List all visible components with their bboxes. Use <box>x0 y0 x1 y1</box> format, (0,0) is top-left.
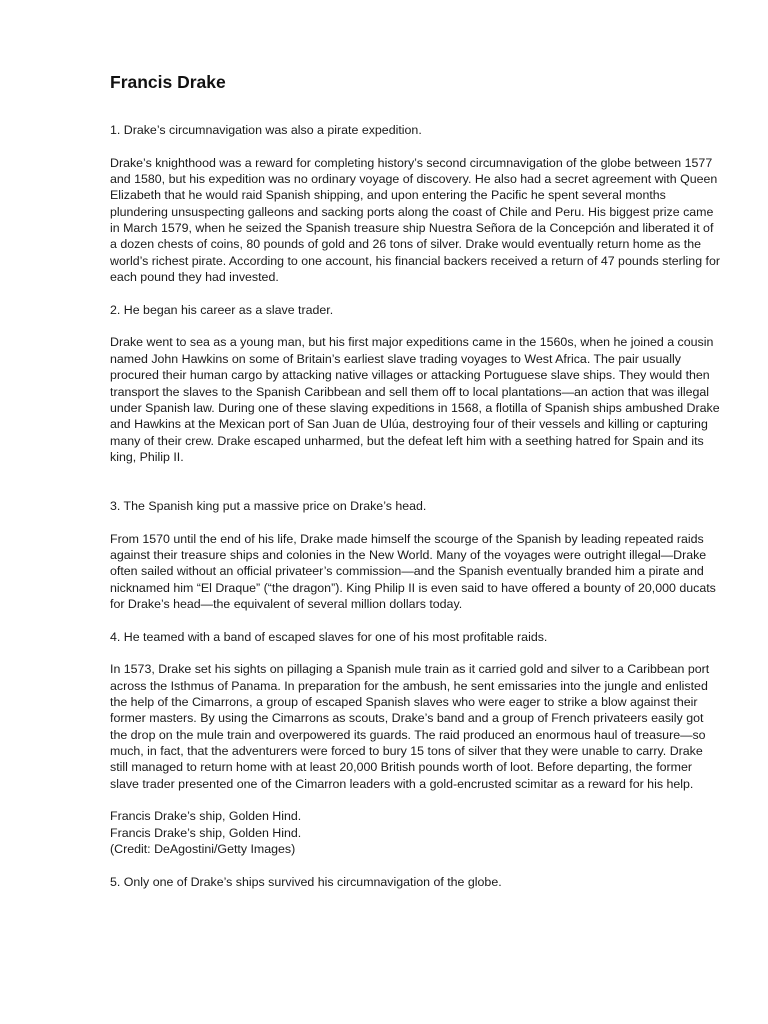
section-3-heading: 3. The Spanish king put a massive price on Drake’s head. <box>110 498 427 513</box>
document-page <box>110 72 720 890</box>
spacer <box>110 857 720 873</box>
section-3-body: From 1570 until the end of his life, Drake made himself the scourge of the Spanish by leading repeated raids against their treasure ships and colonies in the New World. Many of the voyages were outright illegal—Drake often sailed without an official privateer’s commission—and the Spanish eventually branded him a pirate and nicknamed him “El Draque” (“the dragon”). King Philip II is even said to have offered a bounty of 20,000 ducats for Drake’s head—the equivalent of several million dollars today. <box>110 531 716 611</box>
section-1-heading: 1. Drake’s circumnavigation was also a pirate expedition. <box>110 123 422 137</box>
section-4-heading: 4. He teamed with a band of escaped slaves for one of his most profitable raids. <box>110 629 548 644</box>
spacer <box>110 318 720 334</box>
document-title: Francis Drake <box>110 72 226 92</box>
image-caption-line-1: Francis Drake’s ship, Golden Hind. <box>110 809 302 824</box>
spacer <box>110 514 720 530</box>
spacer <box>110 792 720 808</box>
spacer <box>110 138 720 154</box>
section-2-body: Drake went to sea as a young man, but his first major expeditions came in the 1560s, when he joined a cousin named John Hawkins on some of Britain’s earliest slave trading voyages to West Africa. The pair usually procured their human cargo by attacking native villages or attacking Portuguese slave ships. They would then transport the slaves to the Spanish Caribbean and sell them off to local plantations—an action that was illegal under Spanish law. During one of these slaving expeditions in 1568, a flotilla of Spanish ships ambushed Drake and Hawkins at the Mexican port of San Juan de Ulúa, destroying four of their vessels and killing or capturing many of their crew. Drake escaped unharmed, but the defeat left him with a seething hatred for Spain and its king, Philip II. <box>110 335 720 464</box>
spacer <box>110 645 720 661</box>
section-4-body: In 1573, Drake set his sights on pillaging a Spanish mule train as it carried gold and silver to a Caribbean port across the Isthmus of Panama. In preparation for the ambush, he sent emissaries into the jungle and enlisted the help of the Cimarrons, a group of escaped Spanish slaves who were eager to strike a blow against their former masters. By using the Cimarrons as scouts, Drake’s band and a group of French privateers easily got the drop on the mule train and overpowered its guards. The raid produced an enormous haul of treasure—so much, in fact, that the adventurers were forced to bury 15 tons of silver that they were unable to carry. Drake still managed to return home with at least 20,000 British pounds worth of loot. Before departing, the former slave trader presented one of the Cimarron leaders with a gold-encrusted scimitar as a reward for his help. <box>110 662 710 791</box>
spacer <box>110 612 720 628</box>
section-5-heading: 5. Only one of Drake’s ships survived his circumnavigation of the globe. <box>110 874 502 889</box>
section-2-heading: 2. He began his career as a slave trader. <box>110 302 334 317</box>
image-credit: (Credit: DeAgostini/Getty Images) <box>110 842 296 857</box>
spacer <box>110 285 720 301</box>
section-1-body: Drake’s knighthood was a reward for completing history’s second circumnavigation of the globe between 1577 and 1580, but his expedition was no ordinary voyage of discovery. He also had a secret agreement with Queen Elizabeth that he would raid Spanish shipping, and upon entering the Pacific he spent several months plundering unsuspecting galleons and sacking ports along the coast of Chile and Peru. His biggest prize came in March 1579, when he seized the Spanish treasure ship Nuestra Señora de la Concepción and liberated it of a dozen chests of coins, 80 pounds of gold and 26 tons of silver. Drake would eventually return home as the world’s richest pirate. According to one account, his financial backers received a return of 47 pounds sterling for each pound they had invested. <box>110 155 720 285</box>
image-caption-line-2: Francis Drake’s ship, Golden Hind. <box>110 825 302 840</box>
spacer <box>110 465 720 498</box>
